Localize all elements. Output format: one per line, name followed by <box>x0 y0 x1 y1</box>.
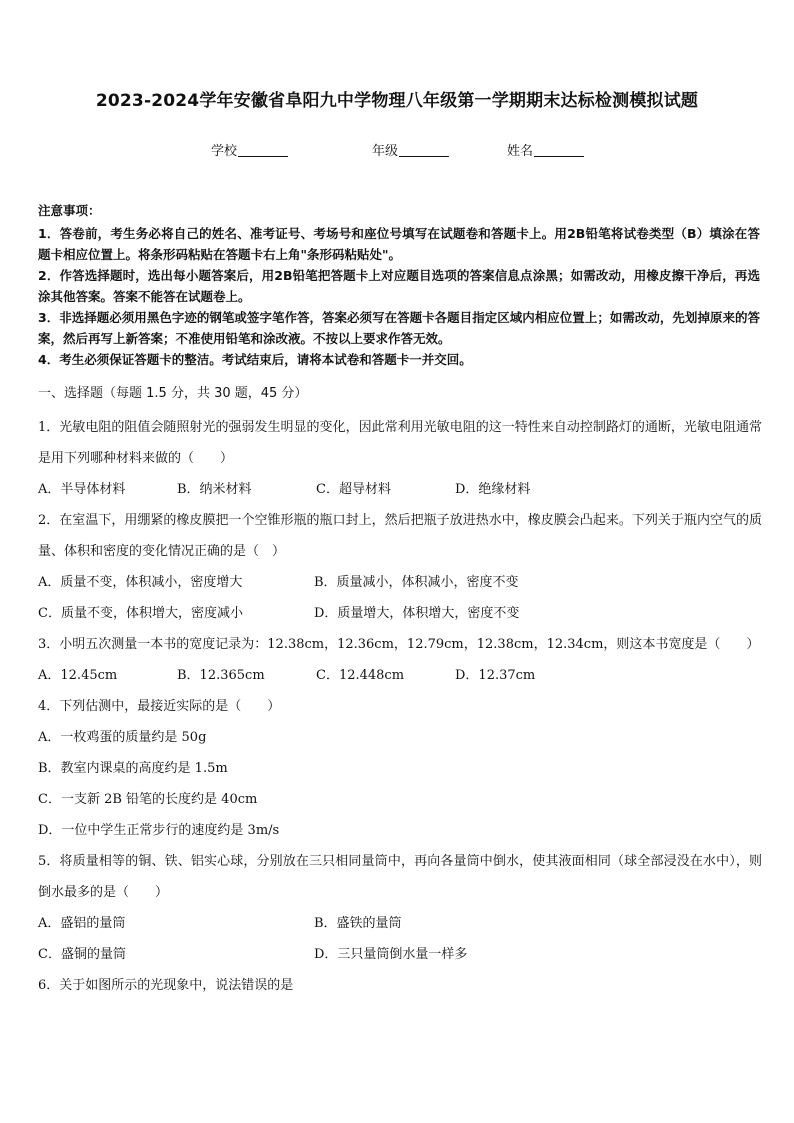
option-d: D．绝缘材料 <box>455 482 531 497</box>
question-3-stem: 3．小明五次测量一本书的宽度记录为：12.38cm，12.36cm，12.79cm，12.38cm，12.34cm，则这本书宽度是（ ） <box>38 637 760 652</box>
option-c: C．盛铜的量筒 <box>38 947 126 962</box>
option-a: A．半导体材料 <box>38 482 126 497</box>
name-field <box>507 140 584 159</box>
option-c: C．超导材料 <box>316 482 391 497</box>
question-2-options-row2 <box>38 598 762 629</box>
option-b: B．质量减小，体积减小，密度不变 <box>314 575 519 590</box>
option-b: B．纳米材料 <box>177 482 252 497</box>
option-d: D．一位中学生正常步行的速度约是 3m/s <box>38 823 280 838</box>
grade-label: 年级 <box>372 144 399 159</box>
questions-area <box>38 384 762 1001</box>
option-a: A．质量不变，体积减小，密度增大 <box>38 575 243 590</box>
option-c: C．质量不变，体积增大，密度减小 <box>38 606 243 621</box>
grade-blank <box>399 143 449 157</box>
question-2-stem: 2．在室温下，用绷紧的橡皮膜把一个空锥形瓶的瓶口封上，然后把瓶子放进热水中，橡皮膜会凸起来。下列关于瓶内空气的质量、体积和密度的变化情况正确的是（ ） <box>38 513 762 559</box>
option-b: B．教室内课桌的高度约是 1.5m <box>38 761 228 776</box>
note-item: 1．答卷前，考生务必将自己的姓名、准考证号、考场号和座位号填写在试题卷和答题卡上。用2B铅笔将试卷类型（B）填涂在答题卡相应位置上。将条形码粘贴在答题卡右上角"条形码粘贴处"。 <box>38 226 760 262</box>
question-4-stem: 4．下列估测中，最接近实际的是（ ） <box>38 699 281 714</box>
question-6-stem: 6．关于如图所示的光现象中，说法错误的是 <box>38 978 294 993</box>
note-item: 4．考生必须保证答题卡的整洁。考试结束后，请将本试卷和答题卡一并交回。 <box>38 352 472 367</box>
option-a: A．盛铝的量筒 <box>38 916 126 931</box>
school-label: 学校 <box>211 144 238 159</box>
notes-heading: 注意事项： <box>38 203 101 218</box>
option-d: D．三只量筒倒水量一样多 <box>314 947 468 962</box>
name-label: 姓名 <box>507 144 534 159</box>
option-d: D．质量增大，体积增大，密度不变 <box>314 606 520 621</box>
note-item: 3．非选择题必须用黑色字迹的钢笔或签字笔作答，答案必须写在答题卡各题目指定区域内相应位置上；如需改动，先划掉原来的答案，然后再写上新答案；不准使用铅笔和涂改液。不按以上要求作答无效。 <box>38 310 760 346</box>
option-d: D．12.37cm <box>455 668 536 683</box>
page-title: 2023-2024学年安徽省阜阳九中学物理八年级第一学期期末达标检测模拟试题 <box>95 91 699 111</box>
section-heading: 一、选择题（每题 1.5 分，共 30 题，45 分） <box>38 386 308 401</box>
question-1-stem: 1．光敏电阻的阻值会随照射光的强弱发生明显的变化，因此常利用光敏电阻的这一特性来自动控制路灯的通断，光敏电阻通常是用下列哪种材料来做的（ ） <box>38 420 762 466</box>
option-c: C．一支新 2B 铅笔的长度约是 40cm <box>38 792 258 807</box>
note-item: 2．作答选择题时，选出每小题答案后，用2B铅笔把答题卡上对应题目选项的答案信息点涂黑；如需改动，用橡皮擦干净后，再选涂其他答案。答案不能答在试题卷上。 <box>38 268 760 304</box>
notes-block <box>38 202 760 370</box>
grade-field <box>372 140 449 159</box>
question-5-stem: 5．将质量相等的铜、铁、铝实心球，分别放在三只相同量筒中，再向各量筒中倒水，使其液面相同（球全部浸没在水中），则倒水最多的是（ ） <box>38 854 762 900</box>
question-5-options-row1 <box>38 908 762 939</box>
question-1-options <box>38 474 762 505</box>
option-a: A．一枚鸡蛋的质量约是 50g <box>38 730 207 745</box>
option-a: A．12.45cm <box>38 668 118 683</box>
option-b: B．12.365cm <box>177 668 265 683</box>
school-blank <box>238 143 288 157</box>
option-b: B．盛铁的量筒 <box>314 916 402 931</box>
question-3-options <box>38 660 762 691</box>
option-c: C．12.448cm <box>316 668 405 683</box>
question-5-options-row2 <box>38 939 762 970</box>
name-blank <box>534 143 584 157</box>
school-field <box>211 140 288 159</box>
question-2-options-row1 <box>38 567 762 598</box>
